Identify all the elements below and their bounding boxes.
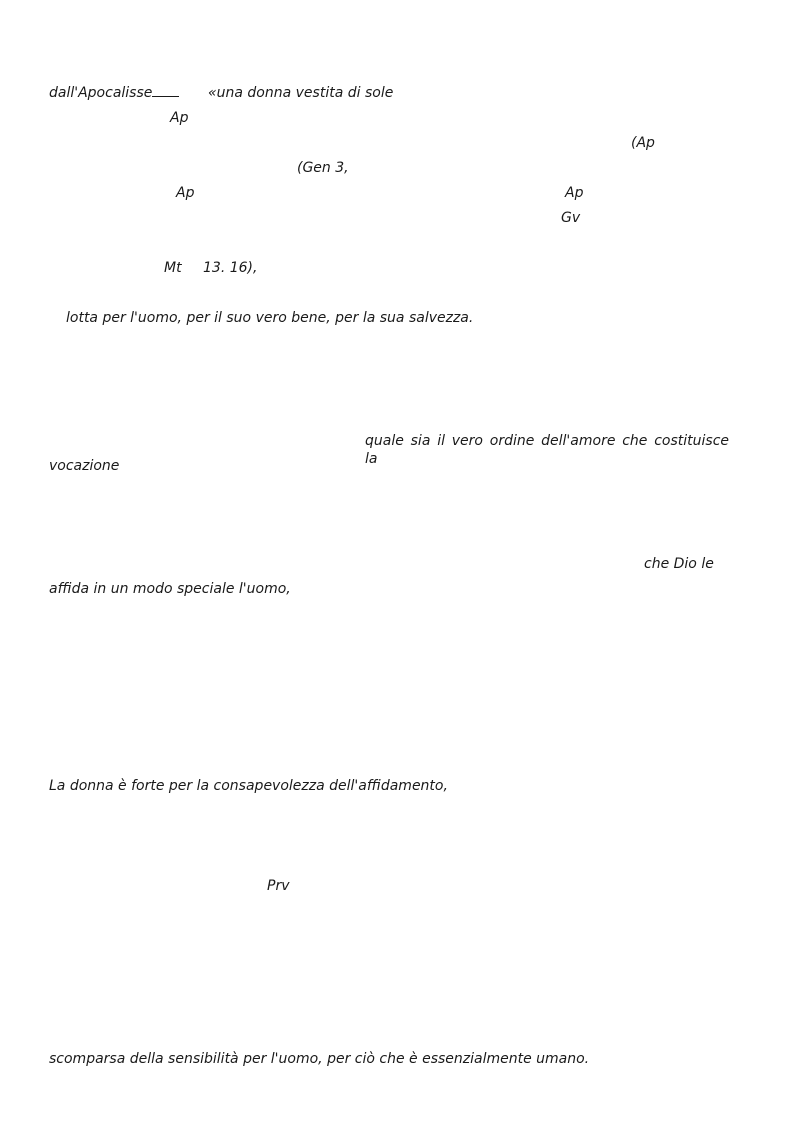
blank-underline bbox=[152, 84, 179, 97]
text-fragment: Ap bbox=[565, 185, 584, 201]
text-fragment: Prv bbox=[267, 878, 290, 894]
text-fragment: quale sia il vero ordine dell'amore che costituisce la bbox=[365, 433, 729, 467]
text-fragment: Mt bbox=[164, 260, 182, 276]
text-fragment: scomparsa della sensibilità per l'uomo, per ciò che è essenzialmente umano. bbox=[49, 1051, 590, 1067]
text-fragment: (Ap bbox=[631, 135, 655, 151]
text-fragment: vocazione bbox=[49, 458, 120, 474]
text-fragment-apocalisse: dall'Apocalisse bbox=[49, 85, 153, 101]
text-fragment: che Dio le bbox=[644, 556, 714, 572]
text-fragment: Ap bbox=[170, 110, 189, 126]
text-fragment: lotta per l'uomo, per il suo vero bene, per la sua salvezza. bbox=[66, 310, 474, 326]
text-fragment bbox=[49, 84, 179, 102]
text-fragment: «una donna vestita di sole bbox=[208, 85, 394, 101]
text-fragment: 13. 16), bbox=[203, 260, 258, 276]
text-fragment: affida in un modo speciale l'uomo, bbox=[49, 581, 291, 597]
text-fragment: (Gen 3, bbox=[297, 160, 349, 176]
text-fragment: Gv bbox=[561, 210, 581, 226]
text-fragment: Ap bbox=[176, 185, 195, 201]
text-fragment: La donna è forte per la consapevolezza dell'affidamento, bbox=[49, 778, 448, 794]
